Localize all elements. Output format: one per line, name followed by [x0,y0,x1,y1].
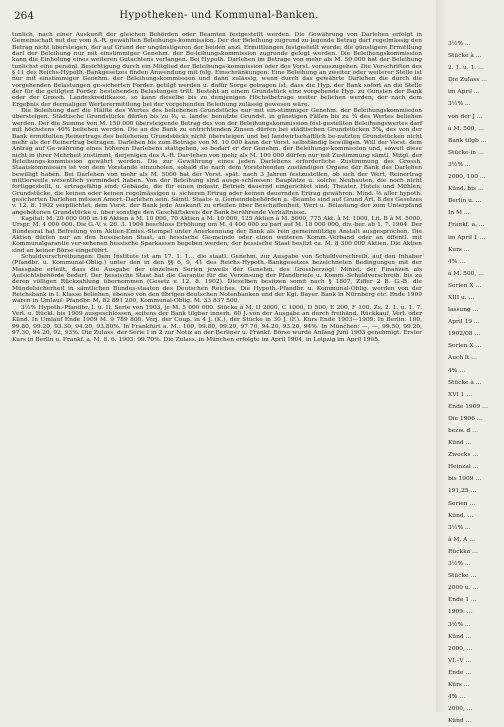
side-line: Kurs … [448,246,470,253]
side-line: Frankf. a. … [448,222,485,229]
side-line: im April … [448,89,480,96]
main-text-column [12,32,422,343]
side-line: Bank tilgb … [448,137,487,144]
side-line: bis 1909 … [448,476,482,483]
side-line: Kurs … [448,681,470,688]
side-line: Serien X … [448,282,482,289]
page-header [14,10,424,26]
side-line: bezw. d … [448,428,478,434]
side-line: 2000, 100 … [448,174,486,181]
side-line: Ende 1909 … [448,403,488,410]
side-line: Berlin u. … [448,198,482,205]
side-line: Stücke … [448,573,477,580]
side-line: 3½% … [448,161,471,168]
side-line: April 19 … [448,319,480,326]
page-gutter [436,0,448,712]
paragraph-loan-rules: tunlich, nach einer Auskunft der gleichen Behörden oder Beamten festgestellt werden. Die Gewährung von Darlehen erfolgt in Gemeinschaft mit der vom A.-R. gewählten Beleihungs-kommission. Der der Beleihung zugrund zu legende Betrag darf regelmässig den Betrag nicht übersteigen, der auf Grund der ungünstigeren der beiden anzl. Ermittlungen festgestellt wurde; die günstigere Ermittlung darf der Beleihung nur mit einstimmiger Genehm. der Be-leihungskommission zugrunde gelegt werden. Die Beleihungskommission kann die Einholung eines weiteren Gutachtens verlangen. Bei Hypoth. Darlehen im Betrage von mehr als M. 50 000 hat der Beleihung tunlichst eine persönl. Besichtigung durch ein Mitglied der Beleihungs-kommission oder des Vorst. vorauszugehen. Die Vorschriften des § 11 des Reichs-Hypoth.-Bankgesetzes finden Anwendung mit folg. Einschränkungen: Eine Beleihung an zweiter oder weiterer Stelle ist nur mit einstimmiger Genehm. der Beleihungskommission und dann zulässig, wenn durch das gewährte Darlehen die durch die vorgehenden Belastungen ge-sicherten Forder. getilgt werden u. dafür Sorge getragen ist, dass die Hyp. der Bank sofort an die Stelle der für die getilgten Forder. bestehenden Belastungen tritt. Besteht an einem Grundstück eine vorgehende Hyp. zu Gunsten der Bank oder der Grossh. Landeskreditkasse, so kann dieselbe bis zu demjenigen Höchstbetrage weiter beliehen werden, der nach dem Ergebnis der dermaligen Werterermittlung bei der vorgehenden Beleihung zulässig gewesen wäre. [12,32,422,108]
side-line: 1909: … [448,609,473,616]
side-line: Stücke in … [448,149,484,156]
side-line: 4% … [448,258,466,265]
side-line: In M … [448,210,470,217]
side-line: VI.–V … [448,657,472,664]
side-line: 1902/08 … [448,331,481,338]
side-line: Stücke à … [448,379,482,386]
paragraph-schuldverschreibungen: Schuldverschreibungen: Dem Institute ist am 17. 1. 1… die staatl. Genehm. zur Ausgabe von Schuldverschreib. auf den Inhaber (Pfandbr. u. Kommunal-Oblig.) unter den in den §§ 6, 9, 41 des Reichs-Hypoth.-Bankgesetzes bezeichneten Bedingungen mit der Massgabe erteilt, dass die Ausgabe der einzelnen Serien jeweils der Genehm. des Grossherzogl. Minist. der Finanzen als Aufsichtsbehörde bedarf. Der hessische Staat hat die Garantie für die Verzinsung der Pfandbriefe u. Komm.-Schuldverschreib. bis zu deren völligen Rückzahlung übernommen (Gesetz v. 12. 8. 1902). Dieselben besitzen somit nach § 1807, Ziffer 2 B. G.-B. die Mündelsicherheit in sämtlichen Bundes-staaten des Deutschen Reiches. Die Hypoth.-Pfandbr. u. Kommunal-Oblig. werden von der Reichsbank in I. Klasse beliehen, ebenso von den übrigen deutschen Notenbanken und der Kgl. Bayer. Bank in Nürnberg etc. Ende 1909 waren in Umlauf: Pfandbr. M. 82 891 200, Kommunal-Oblig. M. 33 837 500. [12,254,422,305]
side-line: Rückka … [448,548,478,555]
side-line: XVI 1 … [448,391,473,398]
side-line: Serien X … [448,343,482,350]
page-number: 264 [14,10,35,22]
side-line: Künd … [448,718,472,725]
side-line: Die Zulass … [448,77,488,84]
side-line: 3½% … [448,41,471,47]
paragraph-pfandbriefe-serie: 3½% Hypoth.-Pfandbr. I. u. II. Serie von 1903, je M. 5 000 000. Stücke à M. II 2000, C 1000, D 500, E 200, F 100. Zs. 2. 1. u. 1. 7. Verl. u. Rückl. bis 1909 ausgeschlossen, seitens der Bank tilgbar innerh. 60 J. von der Ausgabe an durch freihänd. Rückkauf, Verl. oder Künd. In Umlauf Ende 1909 M. 9 789 800. Verj. der Coup. in 4 J. (K.), der Stücke in 30 J. (F.). Kurs Ende 1903—1909: In Berlin: 100, 99.80, 99.20, 93.30, 94.20, 93.80%. In Frankfurt a. M.: 100, 99.80, 99.20, 97.70, 94.20, 93.20, 94%. In München: —, —, 99.50, 99.20, 97.30, 94.20, 92, 93%. Die Zulass. der Serie I in 2 zur Notiz an der Berliner u. Frankf. Börse wurde Anfang Juni 1903 genehmigt. Erster Kurs in Berlin u. Frankf. a. M. 8. 6. 1903: 99.70%. Die Zulass. in München erfolgte im April 1904, in Leipzig im April 1905. [12,304,422,343]
side-line: Heinzal … [448,464,479,471]
side-line: 191,25 … [448,488,477,495]
side-line: im April 1 … [448,234,486,241]
side-line: 3½% … [448,101,471,108]
running-title: Hypotheken- und Kommunal-Banken. [119,10,319,21]
side-line: XIII u. … [448,294,475,301]
side-line: Künd. … [448,512,474,519]
side-line: Ende 1 … [448,597,477,604]
paragraph-kapital: Kapital: M. 20 000 000 in 16 Aktien à M. 10 000, 70 Aktien à M. 10 000, 125 Aktien à M. 5000, 775 Akt. à M. 1000, Lit. B à M. 5000, Urspr. M. 4 000 000. Die G.-V. v. 26. 3. 1904 beschloss Erhöhung um M. 4 400 000 zu pari auf M. 18 000 000, div.-ber. ab 1. 7. 1904. Der Bundesrat hat Befreiung vom Aktien-Emiss.-Stempel unter Anerkennung der Bank als rein gemeinnützige Anstalt ausgesprochen. Die Aktien dürfen nur an den hessischen Staat, an hessische Ge-meinde oder einen weiteren Komm.-Verband oder an öffentl. mit Kommunalgarantie ver-sehenen hessische Sparkassen begeben werden; der hessische Staat besitzt ca. M. 8 300 000 Aktien. Die Aktien sind an keiner Börse eingeführt. [12,215,422,254]
side-line: à M. A … [448,536,476,543]
side-line: 4% … [448,694,466,701]
side-line: 3½% … [448,621,471,628]
side-line: Auch lt … [448,355,478,362]
side-line: Ende … [448,669,472,676]
paragraph-beleihung: Die Beleihung darf die Hälfte des Wertes des beliehenen Grundstücks nur mit ein-stimmiger Genehm. der Beleihungskommission übersteigen. Städtische Grundstücke dürfen bis zu ⅔, u. landw. benutzte Grundst. in günstigen Fällen bis zu ¾ des Wertes beliehen werden. Der die Summe von M. 150 000 übersteigende Betrag des von der Beleihungskommission fest-gestellten Beleihungswertes darf mit höchstens 40% beliehen werden. Die an die Bank zu entrichtenden Zinsen dürfen bei städtischen Grundstücken 5%, des von der Bank ermittelten Reinertrags des beliehenen Grundstücks nicht übersteigen und bei landwirtschaftlich be-nutzten Grundstücken nicht mehr als der Reinertrag betragen. Darlehen bis zum Betrage von M. 10 000 kann der Vorst. selbständig bewilligen. Will der Vorst. dem Antrag auf Ge-währung eines höheren Darlehens stattgeben, so bedarf er der Genehm. der Beleihungs-kommission und, soweit diese nicht in ihrer Mehrheit zustimmt, derjenigen des A.-R. Dar-lehen von mehr als M. 100 000 dürfen nur mit Zustimmung sämtl. Mitgl. der Beleihungs-kommission gewährt werden. Die zur Gewährung eines jeden Darlehens erforderliche Zustimmung des Grossh. Staatskommissars ist von dem Vorstande einzuholen, sobald die nach dem Vorstehenden zuständigen Organe der Bank das Darlehen bewilligt haben. Bei Darlehen von mehr als M. 5000 hat der Vorst. spät. nach 3 Jahren festzustellen, ob sich der Wert, Reinertrag mittlerweile wesentlich vermindert haben. Von der Beleihung sind ausge-schlossen: Bauplätze u. solche Neubauten, die noch nicht fertiggestellt, u. ertragsfähig sind; Gebäude, die für einen industr. Betrieb dauernd eingerichtet sind; Theater, Hotels und Mühlen; Grundstücke, die keinen oder keinen regelmässigen u. sicheren Ertrag oder keinen dauernden Ertrag gewähren. Mind. ⅔ aller hypoth. gesicherten Darlehen müssen Amort.-Darlehen sein. Sämtl. Staats- u. Gemeindebehörden u. -Beamte sind auf Grund Art. 8 des Gesetzes v. 12. 8. 1902 verpflichtet, dem Vorst. der Bank jede Auskunft zu erteilen über Beschaffenheit, Wert u. Belastung der zum Unterpfand angebotenen Grundstücke u. über sonstige den Geschäftskreis der Bank berührende Verhältnisse. [12,108,422,216]
side-line: Zwecks … [448,452,479,459]
side-line: 2. 1. u. 1. … [448,65,484,72]
side-line: Künd … [448,633,472,640]
side-line: Künd. bis … [448,186,484,193]
side-line: 3½% … [448,561,471,568]
side-line: lassung … [448,307,479,314]
side-line: 2000, … [448,706,473,713]
side-line: 4% … [448,367,466,374]
adjacent-page-column [448,38,502,727]
side-line: Serien … [448,500,476,507]
side-line: von der J … [448,113,483,120]
side-line: Künd … [448,440,472,447]
side-line: 3½% … [448,524,471,531]
side-line: Die 1906 … [448,415,483,422]
side-line: à M. 500, … [448,270,485,277]
side-line: 2000, … [448,645,473,652]
side-line: à M. 500, … [448,125,485,132]
side-line: 2000 u. … [448,585,479,592]
side-line: Stücke à … [448,53,482,60]
